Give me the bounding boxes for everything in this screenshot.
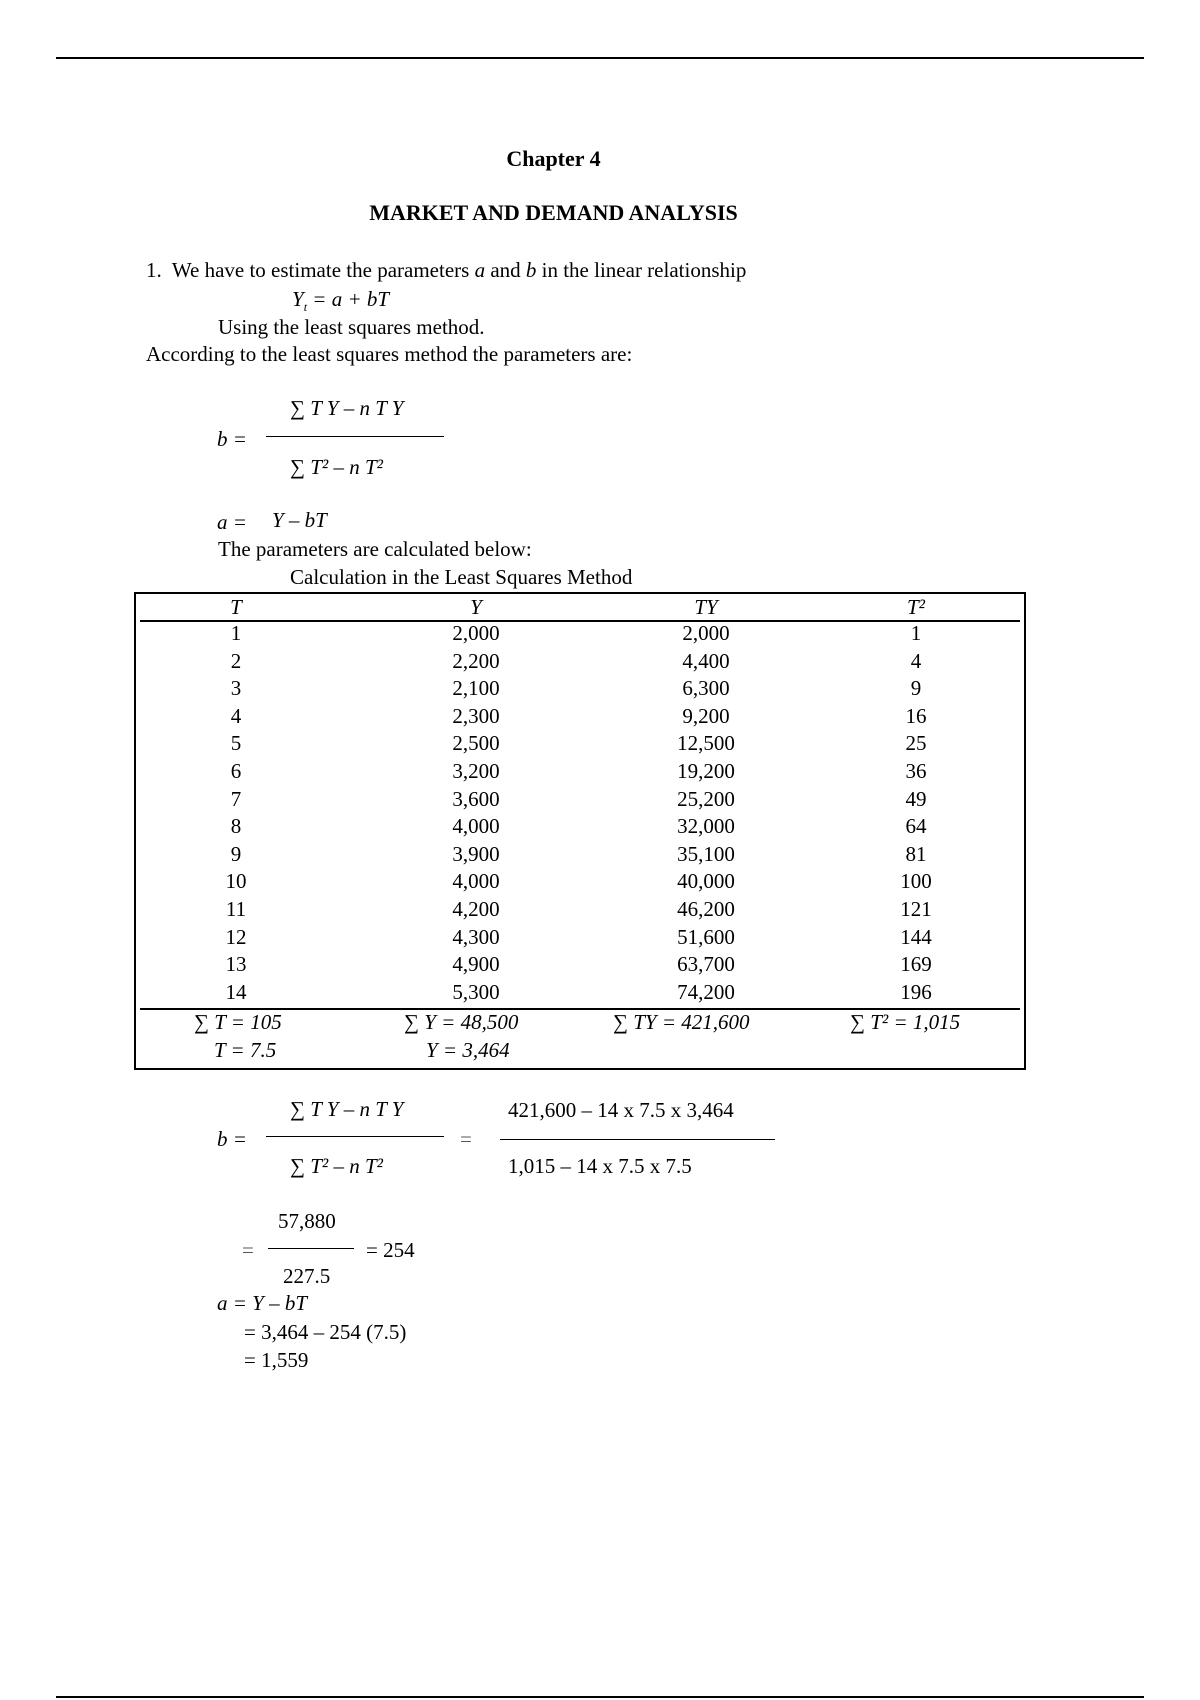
cell-ty: 40,000 — [677, 869, 735, 894]
cell-ty: 9,200 — [682, 703, 730, 728]
calc-b-den2: 227.5 — [283, 1264, 331, 1288]
sum-ty: ∑ TY = 421,600 — [613, 1010, 750, 1034]
cell-ty: 4,400 — [682, 648, 730, 673]
cell-y: 4,000 — [452, 869, 500, 894]
cell-y: 3,600 — [452, 786, 500, 811]
formula-a-lhs: a = — [217, 510, 247, 534]
cell-t: 13 — [225, 952, 247, 977]
cell-y: 2,500 — [452, 731, 500, 756]
cell-y: 2,200 — [452, 648, 500, 673]
param-b: b — [525, 258, 537, 282]
table-caption: Calculation in the Least Squares Method — [290, 565, 633, 589]
top-rule — [56, 57, 1144, 59]
calc-a-line3: = 1,559 — [244, 1348, 309, 1372]
calc-b-fraction-bar — [266, 1136, 444, 1137]
section-title: MARKET AND DEMAND ANALYSIS — [369, 200, 738, 225]
cell-t2: 9 — [910, 676, 922, 701]
cell-y: 2,100 — [452, 676, 500, 701]
sum-y: ∑ Y = 48,500 — [404, 1010, 519, 1034]
cell-ty: 12,500 — [677, 731, 735, 756]
cell-t: 11 — [225, 897, 247, 921]
cell-ty: 35,100 — [677, 841, 735, 866]
cell-t2: 64 — [905, 814, 927, 839]
cell-t2: 169 — [900, 952, 932, 977]
cell-t: 1 — [230, 621, 242, 645]
cell-t: 6 — [230, 759, 242, 783]
method-line: Using the least squares method. — [218, 315, 485, 339]
cell-t2: 25 — [905, 731, 927, 756]
cell-y: 2,300 — [452, 703, 500, 728]
cell-t2: 196 — [900, 979, 932, 1004]
cell-t: 3 — [230, 676, 242, 701]
calc-b-result-bar — [268, 1248, 354, 1249]
sum-t2: ∑ T² = 1,015 — [850, 1010, 961, 1034]
cell-t2: 36 — [905, 759, 927, 783]
header-t2: T² — [907, 595, 925, 619]
cell-t2: 4 — [910, 648, 922, 673]
linear-equation — [292, 287, 389, 315]
cell-t2: 144 — [900, 924, 932, 949]
intro-line — [146, 258, 746, 283]
cell-t2: 100 — [900, 869, 932, 894]
cell-y: 4,900 — [452, 952, 500, 977]
according-line: According to the least squares method the parameters are: — [146, 342, 633, 366]
cell-t: 7 — [230, 786, 242, 811]
cell-ty: 2,000 — [682, 621, 730, 645]
cell-t2: 16 — [905, 703, 927, 728]
calc-b-equals: = — [460, 1127, 472, 1151]
cell-t: 4 — [230, 703, 242, 728]
calc-a-line2: = 3,464 – 254 (7.5) — [244, 1320, 407, 1344]
chapter-title: Chapter 4 — [506, 146, 601, 171]
eq-right: = a + bT — [312, 287, 390, 311]
calc-b-lhs: b = — [217, 1127, 247, 1151]
cell-ty: 74,200 — [677, 979, 735, 1004]
formula-b-denominator: ∑ T² – n T² — [290, 455, 383, 479]
cell-y: 4,300 — [452, 924, 500, 949]
cell-ty: 51,600 — [677, 924, 735, 949]
calc-b-den-values: 1,015 – 14 x 7.5 x 7.5 — [508, 1154, 692, 1178]
cell-y: 2,000 — [452, 621, 500, 645]
mean-y: Y = 3,464 — [426, 1038, 510, 1062]
intro-prefix: We have to estimate the parameters — [171, 258, 470, 282]
formula-b-lhs: b = — [217, 427, 247, 451]
calc-b-num-values: 421,600 – 14 x 7.5 x 3,464 — [508, 1098, 734, 1122]
cell-t: 14 — [225, 979, 247, 1004]
cell-t2: 49 — [905, 786, 927, 811]
cell-t: 2 — [230, 648, 242, 673]
formula-b-numerator: ∑ T Y – n T Y — [290, 396, 404, 420]
item-number: 1. — [146, 258, 162, 282]
formula-b-fraction-bar — [266, 436, 444, 437]
cell-ty: 19,200 — [677, 759, 735, 783]
calc-b-result: = 254 — [366, 1238, 415, 1262]
calc-b-equals-2: = — [242, 1238, 254, 1262]
cell-t2: 121 — [900, 897, 932, 921]
eq-left: Y — [292, 287, 304, 311]
calc-intro: The parameters are calculated below: — [218, 537, 532, 561]
sum-t: ∑ T = 105 — [194, 1010, 282, 1034]
calc-b-denominator: ∑ T² – n T² — [290, 1154, 383, 1178]
cell-y: 3,200 — [452, 759, 500, 783]
cell-ty: 63,700 — [677, 952, 735, 977]
mean-t: T = 7.5 — [214, 1038, 277, 1062]
cell-t: 12 — [225, 924, 247, 949]
intro-and: and — [490, 258, 521, 282]
cell-t: 10 — [225, 869, 247, 894]
cell-y: 5,300 — [452, 979, 500, 1004]
cell-ty: 46,200 — [677, 897, 735, 921]
calc-a-line1: a = Y – bT — [217, 1291, 308, 1315]
cell-y: 4,000 — [452, 814, 500, 839]
cell-t: 8 — [230, 814, 242, 839]
calc-b-numerator: ∑ T Y – n T Y — [290, 1097, 404, 1121]
cell-t: 5 — [230, 731, 242, 756]
calc-b-num2: 57,880 — [278, 1209, 336, 1233]
bottom-rule — [56, 1696, 1144, 1698]
cell-ty: 25,200 — [677, 786, 735, 811]
least-squares-table — [134, 592, 1026, 1070]
cell-t: 9 — [230, 841, 242, 866]
cell-ty: 6,300 — [682, 676, 730, 701]
cell-t2: 1 — [910, 621, 922, 645]
header-t: T — [230, 595, 242, 619]
eq-sub: t — [303, 300, 308, 315]
header-ty: TY — [694, 595, 718, 619]
header-y: Y — [470, 595, 482, 619]
intro-suffix: in the linear relationship — [541, 258, 747, 282]
cell-t2: 81 — [905, 841, 927, 866]
cell-ty: 32,000 — [677, 814, 735, 839]
calc-b-values-bar — [500, 1139, 775, 1140]
cell-y: 3,900 — [452, 841, 500, 866]
cell-y: 4,200 — [452, 897, 500, 921]
param-a: a — [474, 258, 486, 282]
formula-a-rhs: Y – bT — [272, 508, 327, 532]
